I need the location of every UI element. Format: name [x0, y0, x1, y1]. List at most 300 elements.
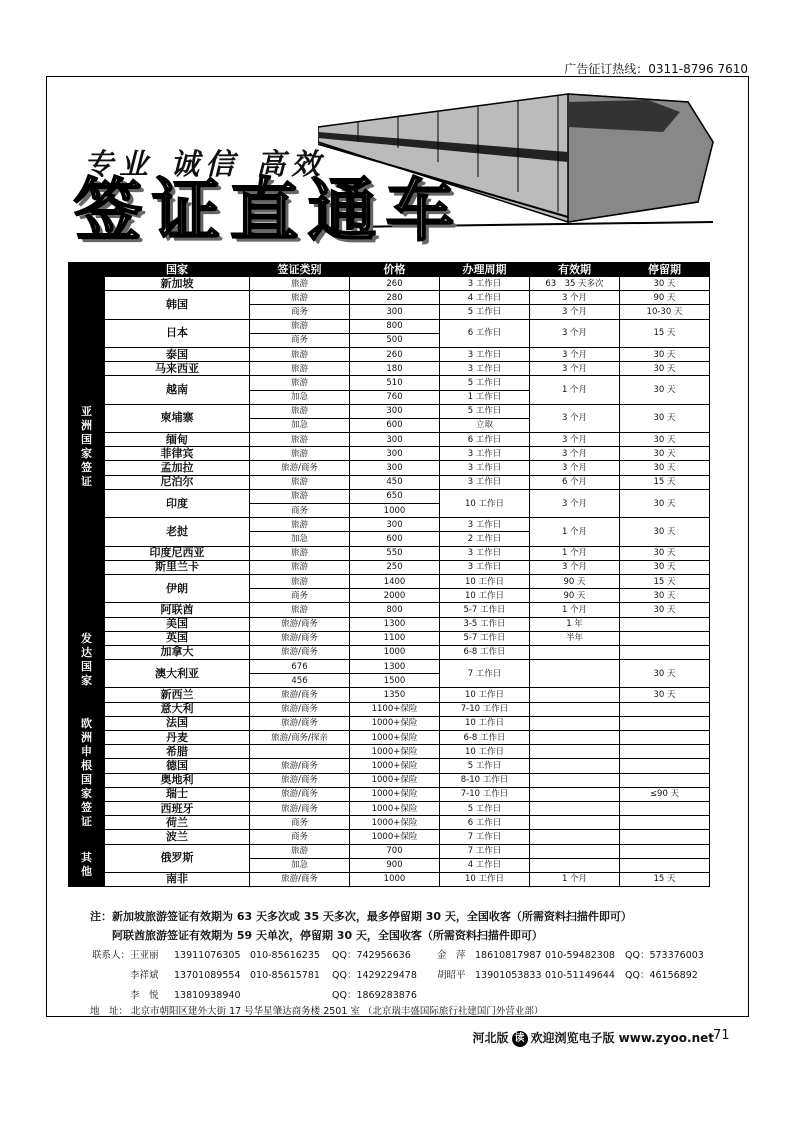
cell-processing: 10 工作日: [440, 716, 530, 730]
cell-validity: 6 个月: [530, 475, 620, 489]
contact-qq: QQ：46156892: [625, 970, 698, 981]
table-row: [69, 376, 710, 390]
cell-stay: [620, 716, 710, 730]
cell-visa-type: 旅游: [250, 844, 350, 858]
cell-stay: 30 天: [620, 362, 710, 376]
right-rule: [748, 76, 749, 1016]
cell-price: 600: [350, 532, 440, 546]
cell-country: 加拿大: [105, 645, 250, 659]
cell-validity: [530, 858, 620, 872]
cell-price: 1000+保险: [350, 773, 440, 787]
contact-mobile: 13701089554: [174, 970, 241, 981]
cell-validity: 3 个月: [530, 560, 620, 574]
table-row: [69, 546, 710, 560]
cell-price: 300: [350, 404, 440, 418]
cell-processing: 3 工作日: [440, 518, 530, 532]
cell-country: 美国: [105, 617, 250, 631]
cell-validity: 3 个月: [530, 404, 620, 432]
cell-stay: 30 天: [620, 688, 710, 702]
cell-price: 1000+保险: [350, 731, 440, 745]
header-country: 国家: [105, 263, 250, 277]
cell-country: 老挝: [105, 518, 250, 546]
cell-stay: [620, 801, 710, 815]
cell-validity: [530, 716, 620, 730]
cell-price: 2000: [350, 589, 440, 603]
cell-visa-type: 商务: [250, 504, 350, 518]
cell-price: 1000+保险: [350, 759, 440, 773]
table-row: [69, 844, 710, 858]
cell-price: 1100: [350, 631, 440, 645]
cell-processing: 5 工作日: [440, 759, 530, 773]
cell-validity: 3 个月: [530, 319, 620, 347]
cell-visa-type: 676: [250, 660, 350, 674]
slogan: 专业 诚信 高效: [84, 147, 327, 181]
magazine-logo-icon: 读: [512, 1031, 528, 1047]
contact-name: 李祥斌: [130, 970, 159, 981]
cell-price: 550: [350, 546, 440, 560]
cell-validity: 3 个月: [530, 433, 620, 447]
cell-stay: 30 天: [620, 433, 710, 447]
cell-price: 1000: [350, 872, 440, 886]
region-label: 发达国家: [81, 631, 92, 687]
cell-visa-type: 旅游: [250, 546, 350, 560]
cell-price: 300: [350, 518, 440, 532]
cell-price: 1400: [350, 574, 440, 588]
cell-validity: 1 个月: [530, 376, 620, 404]
cell-visa-type: 旅游: [250, 347, 350, 361]
cell-visa-type: 旅游/商务: [250, 688, 350, 702]
cell-price: 650: [350, 489, 440, 503]
cell-processing: 4 工作日: [440, 291, 530, 305]
cell-stay: 30 天: [620, 603, 710, 617]
cell-processing: 10 工作日: [440, 489, 530, 517]
table-row: [69, 645, 710, 659]
cell-stay: 30 天: [620, 589, 710, 603]
cell-processing: 6-8 工作日: [440, 645, 530, 659]
table-header: [69, 263, 710, 277]
cell-processing: 1 工作日: [440, 390, 530, 404]
cell-price: 1000+保险: [350, 830, 440, 844]
contact-mobile: 13901053833: [475, 970, 542, 981]
cell-validity: [530, 773, 620, 787]
cell-price: 1300: [350, 617, 440, 631]
cell-country: 伊朗: [105, 574, 250, 602]
cell-country: 南非: [105, 872, 250, 886]
table-row: [69, 830, 710, 844]
region-label: 其他: [81, 851, 92, 879]
cell-validity: 3 个月: [530, 489, 620, 517]
cell-country: 新加坡: [105, 277, 250, 291]
cell-stay: 30 天: [620, 660, 710, 688]
table-row: [69, 291, 710, 305]
cell-processing: 10 工作日: [440, 574, 530, 588]
cell-stay: [620, 816, 710, 830]
cell-validity: 3 个月: [530, 447, 620, 461]
cell-stay: [620, 830, 710, 844]
region-developed: [69, 617, 105, 702]
cell-stay: 30 天: [620, 277, 710, 291]
cell-stay: 15 天: [620, 475, 710, 489]
cell-price: 800: [350, 603, 440, 617]
cell-validity: [530, 844, 620, 858]
cell-price: 800: [350, 319, 440, 333]
table-row: [69, 617, 710, 631]
cell-visa-type: 旅游/商务: [250, 787, 350, 801]
cell-visa-type: 旅游/商务: [250, 801, 350, 815]
cell-price: 600: [350, 418, 440, 432]
table-row: [69, 277, 710, 291]
cell-processing: 7 工作日: [440, 660, 530, 688]
cell-validity: 3 个月: [530, 461, 620, 475]
table-row: [69, 716, 710, 730]
cell-stay: 30 天: [620, 461, 710, 475]
cell-stay: 15 天: [620, 872, 710, 886]
cell-validity: 1 个月: [530, 603, 620, 617]
cell-visa-type: 旅游/商务: [250, 702, 350, 716]
cell-stay: [620, 745, 710, 759]
table-row: [69, 731, 710, 745]
cell-visa-type: 旅游: [250, 603, 350, 617]
cell-visa-type: 旅游/商务/探亲: [250, 731, 350, 745]
contact-qq: QQ：1429229478: [332, 970, 417, 981]
header-processing: 办理周期: [440, 263, 530, 277]
cell-validity: 3 个月: [530, 362, 620, 376]
cell-validity: 3 个月: [530, 291, 620, 305]
cell-price: 1000+保险: [350, 745, 440, 759]
cell-visa-type: 旅游/商务: [250, 461, 350, 475]
cell-price: 1000+保险: [350, 716, 440, 730]
cell-processing: 3 工作日: [440, 362, 530, 376]
cell-processing: 5-7 工作日: [440, 603, 530, 617]
cell-validity: 半年: [530, 631, 620, 645]
cell-stay: 30 天: [620, 518, 710, 546]
cell-validity: [530, 660, 620, 688]
address: [90, 1003, 543, 1017]
cell-country: 荷兰: [105, 816, 250, 830]
visa-table: [68, 262, 710, 887]
cell-visa-type: 旅游: [250, 574, 350, 588]
region-asia: [69, 277, 105, 618]
footer-website: 欢迎浏览电子版 www.zyoo.net: [530, 1031, 714, 1045]
cell-validity: 1 个月: [530, 518, 620, 546]
cell-stay: [620, 844, 710, 858]
contact-name: 李 悦: [130, 990, 159, 1001]
cell-processing: 5 工作日: [440, 801, 530, 815]
cell-processing: 10 工作日: [440, 872, 530, 886]
cell-visa-type: 商务: [250, 305, 350, 319]
header-blank: [69, 263, 105, 277]
table-body: [69, 277, 710, 887]
cell-price: 300: [350, 461, 440, 475]
cell-validity: 1 年: [530, 617, 620, 631]
table-row: [69, 660, 710, 674]
cell-processing: 8-10 工作日: [440, 773, 530, 787]
cell-validity: [530, 688, 620, 702]
cell-country: 菲律宾: [105, 447, 250, 461]
cell-country: 日本: [105, 319, 250, 347]
cell-price: 1000+保险: [350, 816, 440, 830]
cell-visa-type: 旅游/商务: [250, 631, 350, 645]
contact-mobile: 13911076305: [174, 950, 241, 961]
cell-country: 法国: [105, 716, 250, 730]
contact-phone: 010-85615781: [250, 970, 320, 981]
cell-processing: 5 工作日: [440, 404, 530, 418]
cell-processing: 3 工作日: [440, 546, 530, 560]
contact-qq: QQ：1869283876: [332, 990, 417, 1001]
cell-processing: 4 工作日: [440, 858, 530, 872]
cell-validity: 63 35 天多次: [530, 277, 620, 291]
cell-visa-type: 旅游: [250, 518, 350, 532]
cell-visa-type: 旅游/商务: [250, 773, 350, 787]
cell-processing: 10 工作日: [440, 589, 530, 603]
cell-price: 1350: [350, 688, 440, 702]
address-text: 北京市朝阳区建外大街 17 号华星肇达商务楼 2501 室 （北京瑞丰盛国际旅行社建国门外营业部）: [131, 1006, 544, 1017]
page-title: 签证直通车: [74, 171, 465, 251]
cell-stay: [620, 731, 710, 745]
cell-country: 奥地利: [105, 773, 250, 787]
ad-hotline: 广告征订热线：0311-8796 7610: [564, 62, 748, 76]
cell-price: 500: [350, 333, 440, 347]
cell-country: 孟加拉: [105, 461, 250, 475]
cell-price: 300: [350, 305, 440, 319]
table-row: [69, 347, 710, 361]
contact-mobile: 18610817987: [475, 950, 542, 961]
cell-visa-type: 旅游: [250, 277, 350, 291]
table-row: [69, 872, 710, 886]
header-visa-type: 签证类别: [250, 263, 350, 277]
table-row: [69, 404, 710, 418]
table-row: [69, 702, 710, 716]
cell-country: 阿联酋: [105, 603, 250, 617]
footer: [472, 1029, 714, 1047]
region-label: 亚洲国家签证: [81, 404, 92, 488]
cell-country: 波兰: [105, 830, 250, 844]
edition-label: 河北版: [472, 1031, 509, 1045]
cell-price: 1000+保险: [350, 801, 440, 815]
cell-country: 希腊: [105, 745, 250, 759]
contact-name: 王亚丽: [130, 950, 159, 961]
cell-visa-type: [250, 745, 350, 759]
cell-visa-type: 旅游: [250, 404, 350, 418]
cell-processing: 立取: [440, 418, 530, 432]
cell-stay: [620, 631, 710, 645]
cell-price: 1300: [350, 660, 440, 674]
cell-stay: [620, 617, 710, 631]
cell-stay: 30 天: [620, 404, 710, 432]
cell-price: 1000: [350, 504, 440, 518]
left-rule: [46, 76, 47, 1016]
region-schengen: [69, 702, 105, 844]
table-row: [69, 801, 710, 815]
table-row: [69, 518, 710, 532]
cell-visa-type: 旅游: [250, 319, 350, 333]
cell-stay: 30 天: [620, 376, 710, 404]
region-other: [69, 844, 105, 887]
cell-visa-type: 旅游: [250, 362, 350, 376]
cell-country: 尼泊尔: [105, 475, 250, 489]
cell-processing: 5 工作日: [440, 305, 530, 319]
cell-country: 瑞士: [105, 787, 250, 801]
cell-validity: 1 个月: [530, 546, 620, 560]
cell-visa-type: 加急: [250, 858, 350, 872]
notes: [90, 907, 632, 945]
cell-validity: 3 个月: [530, 305, 620, 319]
cell-validity: [530, 759, 620, 773]
cell-processing: 2 工作日: [440, 532, 530, 546]
cell-visa-type: 商务: [250, 830, 350, 844]
cell-country: 澳大利亚: [105, 660, 250, 688]
table-row: [69, 816, 710, 830]
cell-country: 马来西亚: [105, 362, 250, 376]
cell-validity: [530, 787, 620, 801]
address-label: 地 址：: [90, 1006, 129, 1017]
cell-visa-type: 商务: [250, 589, 350, 603]
cell-processing: 10 工作日: [440, 745, 530, 759]
header-price: 价格: [350, 263, 440, 277]
cell-visa-type: 旅游/商务: [250, 645, 350, 659]
cell-stay: 30 天: [620, 447, 710, 461]
cell-country: 英国: [105, 631, 250, 645]
table-row: [69, 745, 710, 759]
cell-stay: 90 天: [620, 291, 710, 305]
cell-visa-type: 加急: [250, 390, 350, 404]
table-row: [69, 362, 710, 376]
cell-validity: 1 个月: [530, 872, 620, 886]
cell-validity: [530, 801, 620, 815]
cell-stay: 30 天: [620, 560, 710, 574]
contact-phone: 010-85616235: [250, 950, 320, 961]
cell-processing: 7-10 工作日: [440, 787, 530, 801]
cell-visa-type: 旅游: [250, 560, 350, 574]
cell-visa-type: 商务: [250, 333, 350, 347]
cell-processing: 3 工作日: [440, 277, 530, 291]
cell-country: 意大利: [105, 702, 250, 716]
cell-processing: 3 工作日: [440, 347, 530, 361]
contact-name: 胡昭平: [437, 970, 466, 981]
page-number: 71: [713, 1028, 730, 1043]
contact-label: 联系人：: [92, 950, 131, 961]
cell-country: 德国: [105, 759, 250, 773]
cell-visa-type: 旅游: [250, 376, 350, 390]
cell-processing: 6 工作日: [440, 816, 530, 830]
cell-processing: 5-7 工作日: [440, 631, 530, 645]
cell-processing: 6 工作日: [440, 433, 530, 447]
header-validity: 有效期: [530, 263, 620, 277]
cell-stay: 30 天: [620, 546, 710, 560]
cell-price: 260: [350, 277, 440, 291]
contact-mobile: 13810938940: [174, 990, 241, 1001]
cell-price: 300: [350, 433, 440, 447]
cell-price: 760: [350, 390, 440, 404]
cell-processing: 7-10 工作日: [440, 702, 530, 716]
cell-stay: 30 天: [620, 347, 710, 361]
cell-processing: 3 工作日: [440, 560, 530, 574]
cell-price: 1100+保险: [350, 702, 440, 716]
cell-country: 缅甸: [105, 433, 250, 447]
contact-phone: 010-51149644: [545, 970, 615, 981]
cell-validity: [530, 830, 620, 844]
cell-country: 俄罗斯: [105, 844, 250, 872]
cell-processing: 3 工作日: [440, 461, 530, 475]
table-row: [69, 475, 710, 489]
cell-visa-type: 旅游: [250, 489, 350, 503]
table-row: [69, 489, 710, 503]
cell-price: 1500: [350, 674, 440, 688]
cell-processing: 5 工作日: [440, 376, 530, 390]
cell-stay: [620, 773, 710, 787]
cell-stay: [620, 759, 710, 773]
region-label: 欧洲申根国家签证: [81, 717, 92, 829]
cell-country: 丹麦: [105, 731, 250, 745]
table-row: [69, 319, 710, 333]
cell-stay: 10-30 天: [620, 305, 710, 319]
cell-validity: 3 个月: [530, 347, 620, 361]
header-stay: 停留期: [620, 263, 710, 277]
cell-visa-type: 旅游: [250, 447, 350, 461]
cell-processing: 6 工作日: [440, 319, 530, 347]
cell-price: 900: [350, 858, 440, 872]
cell-processing: 6-8 工作日: [440, 731, 530, 745]
table-row: [69, 759, 710, 773]
table-row: [69, 773, 710, 787]
note-singapore: 注：新加坡旅游签证有效期为 63 天多次或 35 天多次，最多停留期 30 天，全国收客（所需资料扫描件即可）: [90, 910, 632, 923]
cell-visa-type: 商务: [250, 816, 350, 830]
cell-processing: 3 工作日: [440, 475, 530, 489]
note-uae: 阿联酋旅游签证有效期为 59 天单次，停留期 30 天，全国收客（所需资料扫描件即可）: [112, 929, 543, 942]
cell-country: 泰国: [105, 347, 250, 361]
cell-stay: 15 天: [620, 574, 710, 588]
cell-visa-type: 旅游/商务: [250, 617, 350, 631]
cell-stay: [620, 645, 710, 659]
cell-price: 450: [350, 475, 440, 489]
cell-validity: [530, 645, 620, 659]
cell-country: 越南: [105, 376, 250, 404]
cell-stay: 30 天: [620, 489, 710, 517]
cell-validity: 90 天: [530, 574, 620, 588]
cell-price: 280: [350, 291, 440, 305]
cell-country: 印度尼西亚: [105, 546, 250, 560]
cell-visa-type: 旅游: [250, 291, 350, 305]
cell-price: 180: [350, 362, 440, 376]
cell-visa-type: 旅游/商务: [250, 872, 350, 886]
table-row: [69, 574, 710, 588]
cell-price: 300: [350, 447, 440, 461]
contact-qq: QQ：742956636: [332, 950, 411, 961]
cell-processing: 10 工作日: [440, 688, 530, 702]
table-row: [69, 461, 710, 475]
cell-visa-type: 加急: [250, 418, 350, 432]
cell-visa-type: 旅游: [250, 475, 350, 489]
cell-price: 250: [350, 560, 440, 574]
cell-validity: [530, 745, 620, 759]
cell-validity: [530, 731, 620, 745]
cell-visa-type: 旅游/商务: [250, 716, 350, 730]
cell-processing: 7 工作日: [440, 844, 530, 858]
table-row: [69, 560, 710, 574]
cell-price: 700: [350, 844, 440, 858]
cell-stay: ≤90 天: [620, 787, 710, 801]
cell-visa-type: 456: [250, 674, 350, 688]
cell-country: 新西兰: [105, 688, 250, 702]
table-row: [69, 688, 710, 702]
cell-visa-type: 旅游: [250, 433, 350, 447]
cell-country: 西班牙: [105, 801, 250, 815]
table-row: [69, 631, 710, 645]
cell-processing: 3 工作日: [440, 447, 530, 461]
cell-price: 1000: [350, 645, 440, 659]
table-row: [69, 447, 710, 461]
cell-stay: [620, 858, 710, 872]
